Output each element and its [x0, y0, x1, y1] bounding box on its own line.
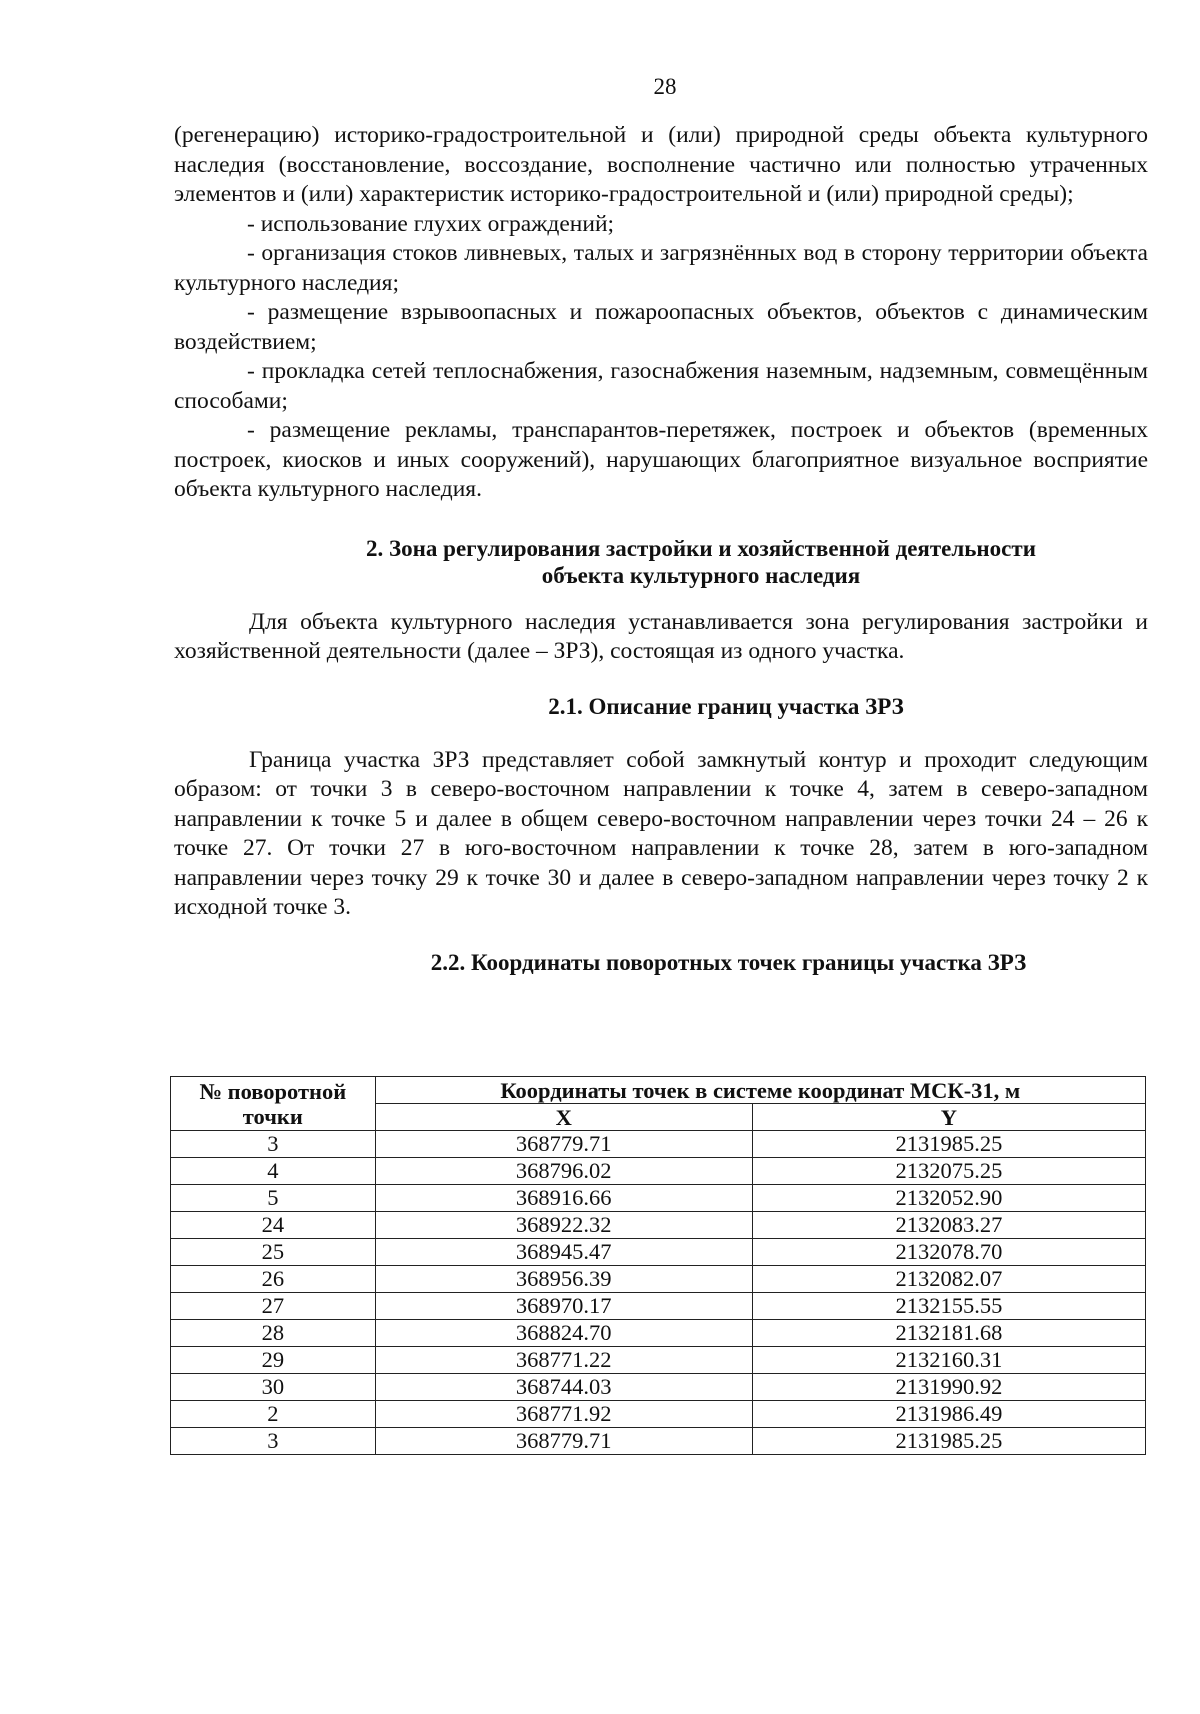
section-2-1-text: Граница участка ЗРЗ представляет собой замкнутый контур и проходит следующим образом: от точки 3 в северо-восточном направлении к точке 4, затем в северо-западном направлении к точке 5 и далее в общем северо-восточном направлении через точки 24 – 26 к точке 27. От точки 27 в юго-восточном направлении к точке 28, затем в юго-западном направлении через точку 29 к точке 30 и далее в северо-западном направлении через точку 2 к исходной точке 3.: [174, 746, 1148, 920]
cell-y: 2132083.27: [752, 1212, 1145, 1239]
cell-y: 2132082.07: [752, 1266, 1145, 1293]
cell-point: 2: [171, 1401, 376, 1428]
list-item-hazardous-objects: - размещение взрывоопасных и пожароопасных объектов, объектов с динамическим воздействием;: [174, 299, 1148, 355]
table-row: [171, 1428, 1146, 1455]
cell-x: 368922.32: [375, 1212, 752, 1239]
cell-x: 368779.71: [375, 1428, 752, 1455]
header-y: Y: [752, 1104, 1145, 1131]
cell-x: 368956.39: [375, 1266, 752, 1293]
section-2-2-heading: 2.2. Координаты поворотных точек границы участка ЗРЗ: [430, 949, 1027, 975]
cell-point: 25: [171, 1239, 376, 1266]
section-2-heading-line1: 2. Зона регулирования застройки и хозяйственной деятельности: [366, 535, 1036, 561]
cell-y: 2131986.49: [752, 1401, 1145, 1428]
table-row: [171, 1158, 1146, 1185]
cell-y: 2132160.31: [752, 1347, 1145, 1374]
cell-point: 29: [171, 1347, 376, 1374]
list-item-networks: - прокладка сетей теплоснабжения, газоснабжения наземным, надземным, совмещённым способами;: [174, 358, 1148, 414]
cell-y: 2132078.70: [752, 1239, 1145, 1266]
section-2-intro: Для объекта культурного наследия устанавливается зона регулирования застройки и хозяйственной деятельности (далее – ЗРЗ), состоящая из одного участка.: [174, 608, 1148, 664]
table-row: [171, 1185, 1146, 1212]
cell-point: 27: [171, 1293, 376, 1320]
cell-y: 2131990.92: [752, 1374, 1145, 1401]
cell-y: 2132052.90: [752, 1185, 1145, 1212]
section-2-heading-line2: объекта культурного наследия: [541, 562, 861, 588]
page-number: 28: [653, 74, 677, 99]
cell-x: 368771.22: [375, 1347, 752, 1374]
cell-x: 368970.17: [375, 1293, 752, 1320]
table-row: [171, 1239, 1146, 1266]
cell-x: 368916.66: [375, 1185, 752, 1212]
table-row: [171, 1347, 1146, 1374]
list-item-drainage: - организация стоков ливневых, талых и загрязнённых вод в сторону территории объекта культурного наследия;: [174, 240, 1148, 296]
table-row: [171, 1401, 1146, 1428]
coordinates-table: [170, 1076, 1146, 1455]
cell-point: 26: [171, 1266, 376, 1293]
table-row: [171, 1212, 1146, 1239]
cell-y: 2131985.25: [752, 1428, 1145, 1455]
cell-y: 2131985.25: [752, 1131, 1145, 1158]
table-row: [171, 1266, 1146, 1293]
header-coordinates: Координаты точек в системе координат МСК-31, м: [375, 1077, 1145, 1104]
cell-x: 368779.71: [375, 1131, 752, 1158]
cell-x: 368824.70: [375, 1320, 752, 1347]
cell-point: 30: [171, 1374, 376, 1401]
table-row: [171, 1131, 1146, 1158]
cell-point: 24: [171, 1212, 376, 1239]
paragraph-regeneration: (регенерацию) историко-градостроительной и (или) природной среды объекта культурного наследия (восстановление, воссоздание, восполнение частично или полностью утраченных элементов и (или) характеристик историко-градостроительной и (или) природной среды);: [174, 122, 1148, 207]
section-2-1-heading: 2.1. Описание границ участка ЗРЗ: [548, 693, 904, 719]
cell-y: 2132155.55: [752, 1293, 1145, 1320]
cell-point: 4: [171, 1158, 376, 1185]
list-item-fences: - использование глухих ограждений;: [247, 210, 615, 237]
header-point-number: № поворотной точки: [171, 1077, 376, 1131]
cell-x: 368796.02: [375, 1158, 752, 1185]
cell-y: 2132181.68: [752, 1320, 1145, 1347]
cell-x: 368771.92: [375, 1401, 752, 1428]
header-x: X: [375, 1104, 752, 1131]
table-row: [171, 1374, 1146, 1401]
table-header-row: [171, 1077, 1146, 1104]
cell-x: 368744.03: [375, 1374, 752, 1401]
list-item-advertising: - размещение рекламы, транспарантов-перетяжек, построек и объектов (временных построек, киосков и иных сооружений), нарушающих благоприятное визуальное восприятие объекта культурного наследия.: [174, 417, 1148, 502]
cell-point: 3: [171, 1131, 376, 1158]
cell-y: 2132075.25: [752, 1158, 1145, 1185]
cell-point: 28: [171, 1320, 376, 1347]
cell-x: 368945.47: [375, 1239, 752, 1266]
page-body: [174, 121, 1148, 976]
cell-point: 5: [171, 1185, 376, 1212]
section-2-heading: [174, 535, 1148, 589]
cell-point: 3: [171, 1428, 376, 1455]
table-row: [171, 1320, 1146, 1347]
table-row: [171, 1293, 1146, 1320]
